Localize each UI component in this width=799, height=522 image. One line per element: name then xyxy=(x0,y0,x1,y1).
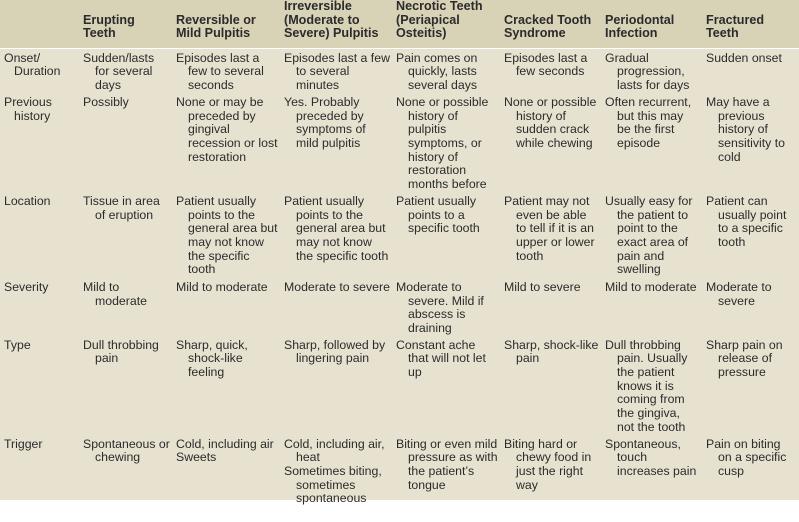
table-cell xyxy=(702,48,799,93)
row-type xyxy=(0,336,799,435)
header-irreversible-pulpitis: Irreversible (Moderate to Severe) Pulpitis xyxy=(284,0,379,41)
row-trigger xyxy=(0,435,799,522)
row-label xyxy=(0,192,79,278)
cell-text: Gradual progression, lasts for days xyxy=(605,50,690,93)
table-cell xyxy=(702,435,799,522)
cell-text: Patient usually points to a specific tooth xyxy=(396,193,480,236)
row-label xyxy=(0,48,79,93)
header-periodontal-infection: Periodontal Infection xyxy=(605,12,675,41)
table-cell xyxy=(172,48,280,93)
table-cell xyxy=(601,336,702,435)
table-cell xyxy=(500,278,601,336)
row-label xyxy=(0,278,79,336)
table-cell xyxy=(601,192,702,278)
cell-text: Constant ache that will not let up xyxy=(396,337,486,380)
header-reversible-pulpitis: Reversible or Mild Pulpitis xyxy=(176,12,256,41)
cell-text: Moderate to severe. Mild if abscess is draining xyxy=(396,279,484,335)
cell-text: Sharp pain on release of pressure xyxy=(706,337,783,380)
cell-text: Mild to severe xyxy=(504,279,581,294)
table-cell xyxy=(79,48,172,93)
table-cell xyxy=(79,435,172,522)
table-cell xyxy=(79,192,172,278)
cell-text-line: Cold, including air, heat xyxy=(284,436,385,465)
table-cell xyxy=(392,435,500,522)
header-erupting-teeth: Erupting Teeth xyxy=(83,12,135,41)
table-cell xyxy=(172,192,280,278)
header-corner xyxy=(0,0,79,48)
cell-text: None or may be preceded by gingival recession or lost restoration xyxy=(176,94,278,164)
cell-text-line: Cold, including air xyxy=(176,436,274,451)
cell-text: Sudden/lasts for several days xyxy=(83,50,155,93)
table-cell xyxy=(280,278,392,336)
cell-text: Biting or even mild pressure as with the patient’s tongue xyxy=(396,436,498,492)
table-cell xyxy=(702,93,799,192)
table-cell xyxy=(280,435,392,522)
row-label-text: Onset/ Duration xyxy=(4,50,61,79)
cell-text: Sharp, followed by lingering pain xyxy=(284,337,386,366)
row-label-text: Trigger xyxy=(4,436,43,451)
table-cell xyxy=(172,93,280,192)
table-cell xyxy=(702,336,799,435)
table-cell xyxy=(601,48,702,93)
row-label-text: Location xyxy=(4,193,51,208)
row-label xyxy=(0,336,79,435)
table-cell xyxy=(79,93,172,192)
cell-text: Episodes last a few seconds xyxy=(504,50,588,79)
table-cell xyxy=(280,93,392,192)
cell-text: Possibly xyxy=(83,94,129,109)
table-cell xyxy=(392,93,500,192)
cell-text: Tissue in area of eruption xyxy=(83,193,160,222)
cell-text: Spontaneous, touch increases pain xyxy=(605,436,697,478)
cell-text: None or possible history of sudden crack while chewing xyxy=(504,94,597,150)
table-cell xyxy=(172,435,280,522)
table-cell xyxy=(601,435,702,522)
table-cell xyxy=(601,93,702,192)
cell-text: Moderate to severe xyxy=(284,279,390,294)
row-label-text: Previous history xyxy=(4,94,52,123)
cell-text: Patient usually points to the general area but may not know the specific tooth xyxy=(176,193,278,277)
cell-text: Episodes last a few to several minutes xyxy=(284,50,390,93)
table-cell xyxy=(280,336,392,435)
cell-text: Usually easy for the patient to point to the exact area of pain and swelling xyxy=(605,193,693,277)
table-cell xyxy=(500,435,601,522)
cell-text: Moderate to severe xyxy=(706,279,772,308)
cell-text: Biting hard or chewy food in just the right way xyxy=(504,436,592,492)
cell-text: Mild to moderate xyxy=(605,279,697,294)
table-cell xyxy=(500,48,601,93)
cell-text: Mild to moderate xyxy=(83,279,147,308)
row-label-text: Type xyxy=(4,337,31,352)
cell-text: Patient may not even be able to tell if it is an upper or lower tooth xyxy=(504,193,595,263)
table-cell xyxy=(79,278,172,336)
header-necrotic-teeth: Necrotic Teeth (Periapical Osteitis) xyxy=(396,0,483,41)
cell-text: Dull throbbing pain xyxy=(83,337,159,366)
cell-text: Sharp, quick, shock-like feeling xyxy=(176,337,248,380)
cell-text: Sudden onset xyxy=(706,50,782,65)
row-label-text: Severity xyxy=(4,279,49,294)
table-cell xyxy=(702,192,799,278)
table-cell xyxy=(172,278,280,336)
row-location xyxy=(0,192,799,278)
cell-text: Pain comes on quickly, lasts several days xyxy=(396,50,478,93)
header-row xyxy=(0,0,799,48)
cell-text-line: Sometimes biting, sometimes spontaneous xyxy=(284,463,382,506)
cell-text: Episodes last a few to several seconds xyxy=(176,50,264,93)
cell-text: None or possible history of pulpitis symptoms, or history of restoration months before xyxy=(396,94,489,192)
table-cell xyxy=(79,336,172,435)
cell-text: Yes. Probably preceded by symptoms of mild pulpitis xyxy=(284,94,366,150)
table-cell xyxy=(280,48,392,93)
cell-text: Patient can usually point to a specific tooth xyxy=(706,193,787,249)
cell-text: May have a previous history of sensitivity to cold xyxy=(706,94,785,164)
table-cell xyxy=(500,192,601,278)
cell-text: Mild to moderate xyxy=(176,279,268,294)
table-cell xyxy=(392,278,500,336)
table-cell xyxy=(392,336,500,435)
row-previous-history xyxy=(0,93,799,192)
table-cell xyxy=(601,278,702,336)
cell-text-line: Sweets xyxy=(176,450,217,465)
cell-text: Sharp, shock-like pain xyxy=(504,337,599,366)
cell-text: Pain on biting on a specific cusp xyxy=(706,436,787,478)
table-cell xyxy=(280,192,392,278)
row-label xyxy=(0,435,79,522)
row-severity xyxy=(0,278,799,336)
table-cell xyxy=(702,278,799,336)
cell-text: Patient usually points to the general area but may not know the specific tooth xyxy=(284,193,389,263)
table-cell xyxy=(500,336,601,435)
table-cell xyxy=(500,93,601,192)
cell-text: Spontaneous or chewing xyxy=(83,436,170,465)
row-onset-duration xyxy=(0,48,799,93)
table-cell xyxy=(172,336,280,435)
table-cell xyxy=(392,48,500,93)
header-cracked-tooth: Cracked Tooth Syndrome xyxy=(504,12,592,41)
table-cell xyxy=(392,192,500,278)
cell-text: Often recurrent, but this may be the first episode xyxy=(605,94,692,150)
row-label xyxy=(0,93,79,192)
cell-text: Dull throbbing pain. Usually the patient knows it is coming from the gingiva, not the tooth xyxy=(605,337,688,434)
header-fractured-teeth: Fractured Teeth xyxy=(706,12,765,41)
